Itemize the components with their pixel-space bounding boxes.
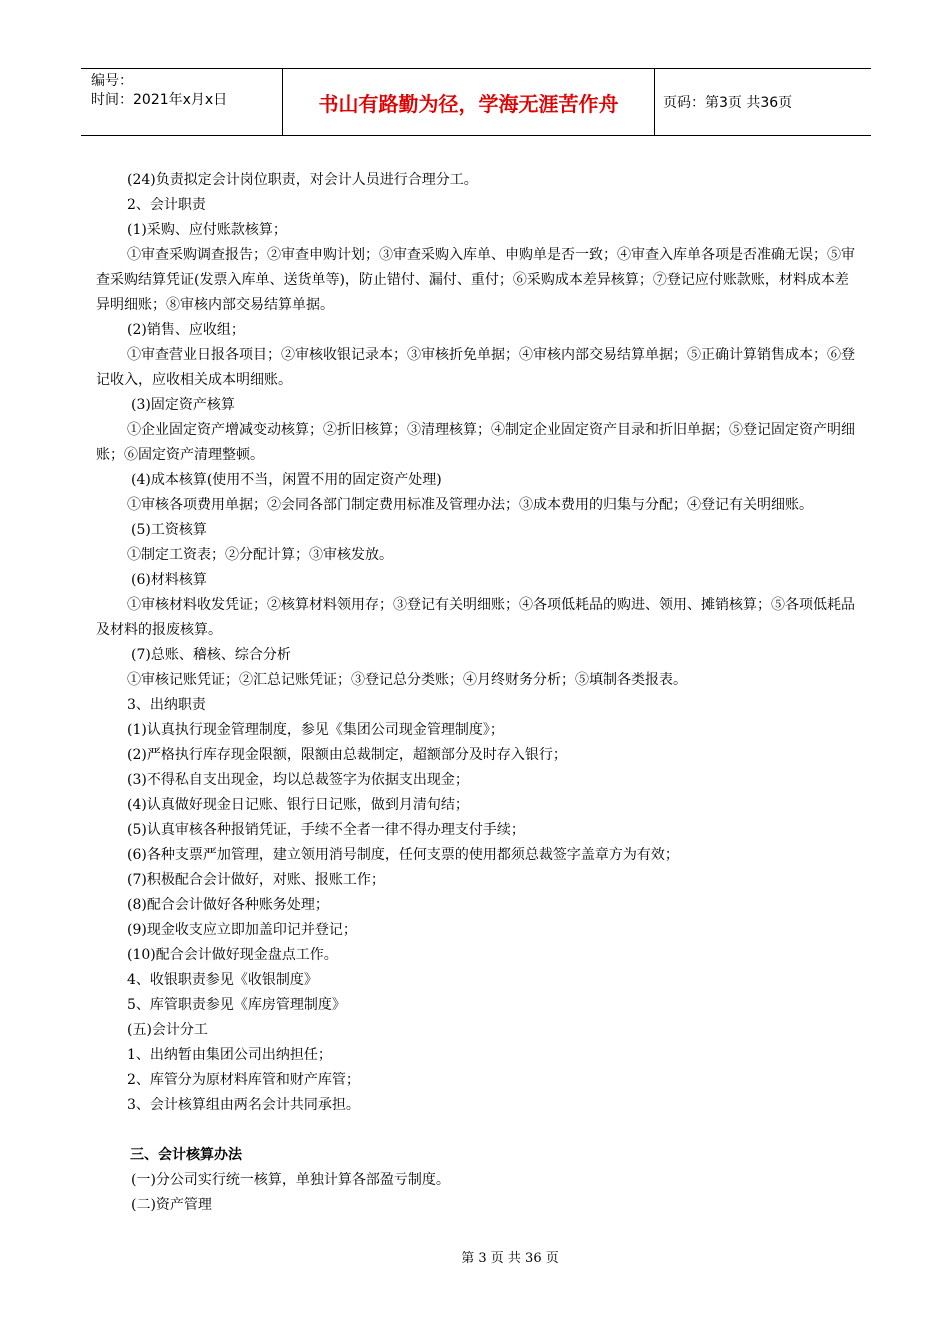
- paragraph: (2)严格执行库存现金限额，限额由总裁制定，超额部分及时存入银行；: [127, 747, 567, 763]
- header-meta: [81, 69, 283, 135]
- paragraph: (3)不得私自支出现金，均以总裁签字为依据支出现金；: [127, 772, 469, 788]
- subheading: 2、会计职责: [127, 197, 206, 213]
- paragraph: (1)采购、应付账款核算；: [127, 222, 287, 238]
- paragraph: ①企业固定资产增减变动核算；②折旧核算；③清理核算；④制定企业固定资产目录和折旧单据；⑤登记固定资产明细账；⑥固定资产清理整顿。: [96, 422, 855, 463]
- paragraph: (6)材料核算: [131, 572, 207, 588]
- document-date: 时间：2021年x月x日: [91, 92, 228, 108]
- paragraph: ①审查营业日报各项目；②审核收银记录本；③审核折免单据；④审核内部交易结算单据；⑤正确计算销售成本；⑥登记收入，应收相关成本明细账。: [96, 347, 855, 388]
- paragraph: (9)现金收支应立即加盖印记并登记；: [127, 922, 357, 938]
- paragraph: ①审核记账凭证；②汇总记账凭证；③登记总分类账；④月终财务分析；⑤填制各类报表。: [127, 672, 687, 688]
- document-body: [96, 168, 858, 1218]
- paragraph: (24)负责拟定会计岗位职责，对会计人员进行合理分工。: [127, 172, 478, 188]
- paragraph: ①审查采购调查报告；②审查申购计划；③审查采购入库单、申购单是否一致；④审查入库单各项是否准确无误；⑤审查采购结算凭证(发票入库单、送货单等)，防止错付、漏付、重付；⑥采购成本差异核算；⑦登记应付账款账，材料成本差异明细账；⑧审核内部交易结算单据。: [96, 247, 855, 313]
- paragraph: 1、出纳暂由集团公司出纳担任；: [127, 1047, 332, 1063]
- paragraph: (二)资产管理: [131, 1197, 212, 1213]
- paragraph: 2、库管分为原材料库管和财产库管；: [127, 1072, 360, 1088]
- paragraph: (8)配合会计做好各种账务处理；: [127, 897, 329, 913]
- footer-page-number: 第 3 页 共 36 页: [461, 1251, 559, 1266]
- document-number-label: 编号：: [91, 73, 133, 89]
- paragraph: 3、会计核算组由两名会计共同承担。: [127, 1097, 360, 1113]
- subheading: (五)会计分工: [127, 1022, 208, 1038]
- page-footer: [0, 1247, 950, 1266]
- spacer: [96, 1118, 858, 1143]
- paragraph: (2)销售、应收组；: [127, 322, 245, 338]
- paragraph: (10)配合会计做好现金盘点工作。: [127, 947, 338, 963]
- section-title: 三、会计核算办法: [130, 1147, 242, 1163]
- paragraph: ①制定工资表；②分配计算；③审核发放。: [127, 547, 393, 563]
- page-header: [81, 68, 871, 136]
- paragraph: (7)积极配合会计做好，对账、报账工作；: [127, 872, 385, 888]
- header-motto: 书山有路勤为径，学海无涯苦作舟: [283, 69, 655, 135]
- subheading: 4、收银职责参见《收银制度》: [127, 972, 318, 988]
- paragraph: ①审核各项费用单据；②会同各部门制定费用标准及管理办法；③成本费用的归集与分配；④登记有关明细账。: [127, 497, 813, 513]
- paragraph: (4)认真做好现金日记账、银行日记账，做到月清旬结；: [127, 797, 469, 813]
- paragraph: (3)固定资产核算: [131, 397, 235, 413]
- header-page-code: 页码：第3页 共36页: [663, 95, 793, 111]
- paragraph: (4)成本核算(使用不当，闲置不用的固定资产处理): [131, 472, 442, 488]
- subheading: 5、库管职责参见《库房管理制度》: [127, 997, 346, 1013]
- paragraph: ①审核材料收发凭证；②核算材料领用存；③登记有关明细账；④各项低耗品的购进、领用、摊销核算；⑤各项低耗品及材料的报废核算。: [96, 597, 855, 638]
- paragraph: (5)认真审核各种报销凭证，手续不全者一律不得办理支付手续；: [127, 822, 525, 838]
- subheading: 3、出纳职责: [127, 697, 206, 713]
- paragraph: (5)工资核算: [131, 522, 207, 538]
- paragraph: (6)各种支票严加管理，建立领用消号制度，任何支票的使用都须总裁签字盖章方为有效；: [127, 847, 679, 863]
- paragraph: (1)认真执行现金管理制度，参见《集团公司现金管理制度》；: [127, 722, 504, 738]
- paragraph: (一)分公司实行统一核算，单独计算各部盈亏制度。: [131, 1172, 450, 1188]
- paragraph: (7)总账、稽核、综合分析: [131, 647, 291, 663]
